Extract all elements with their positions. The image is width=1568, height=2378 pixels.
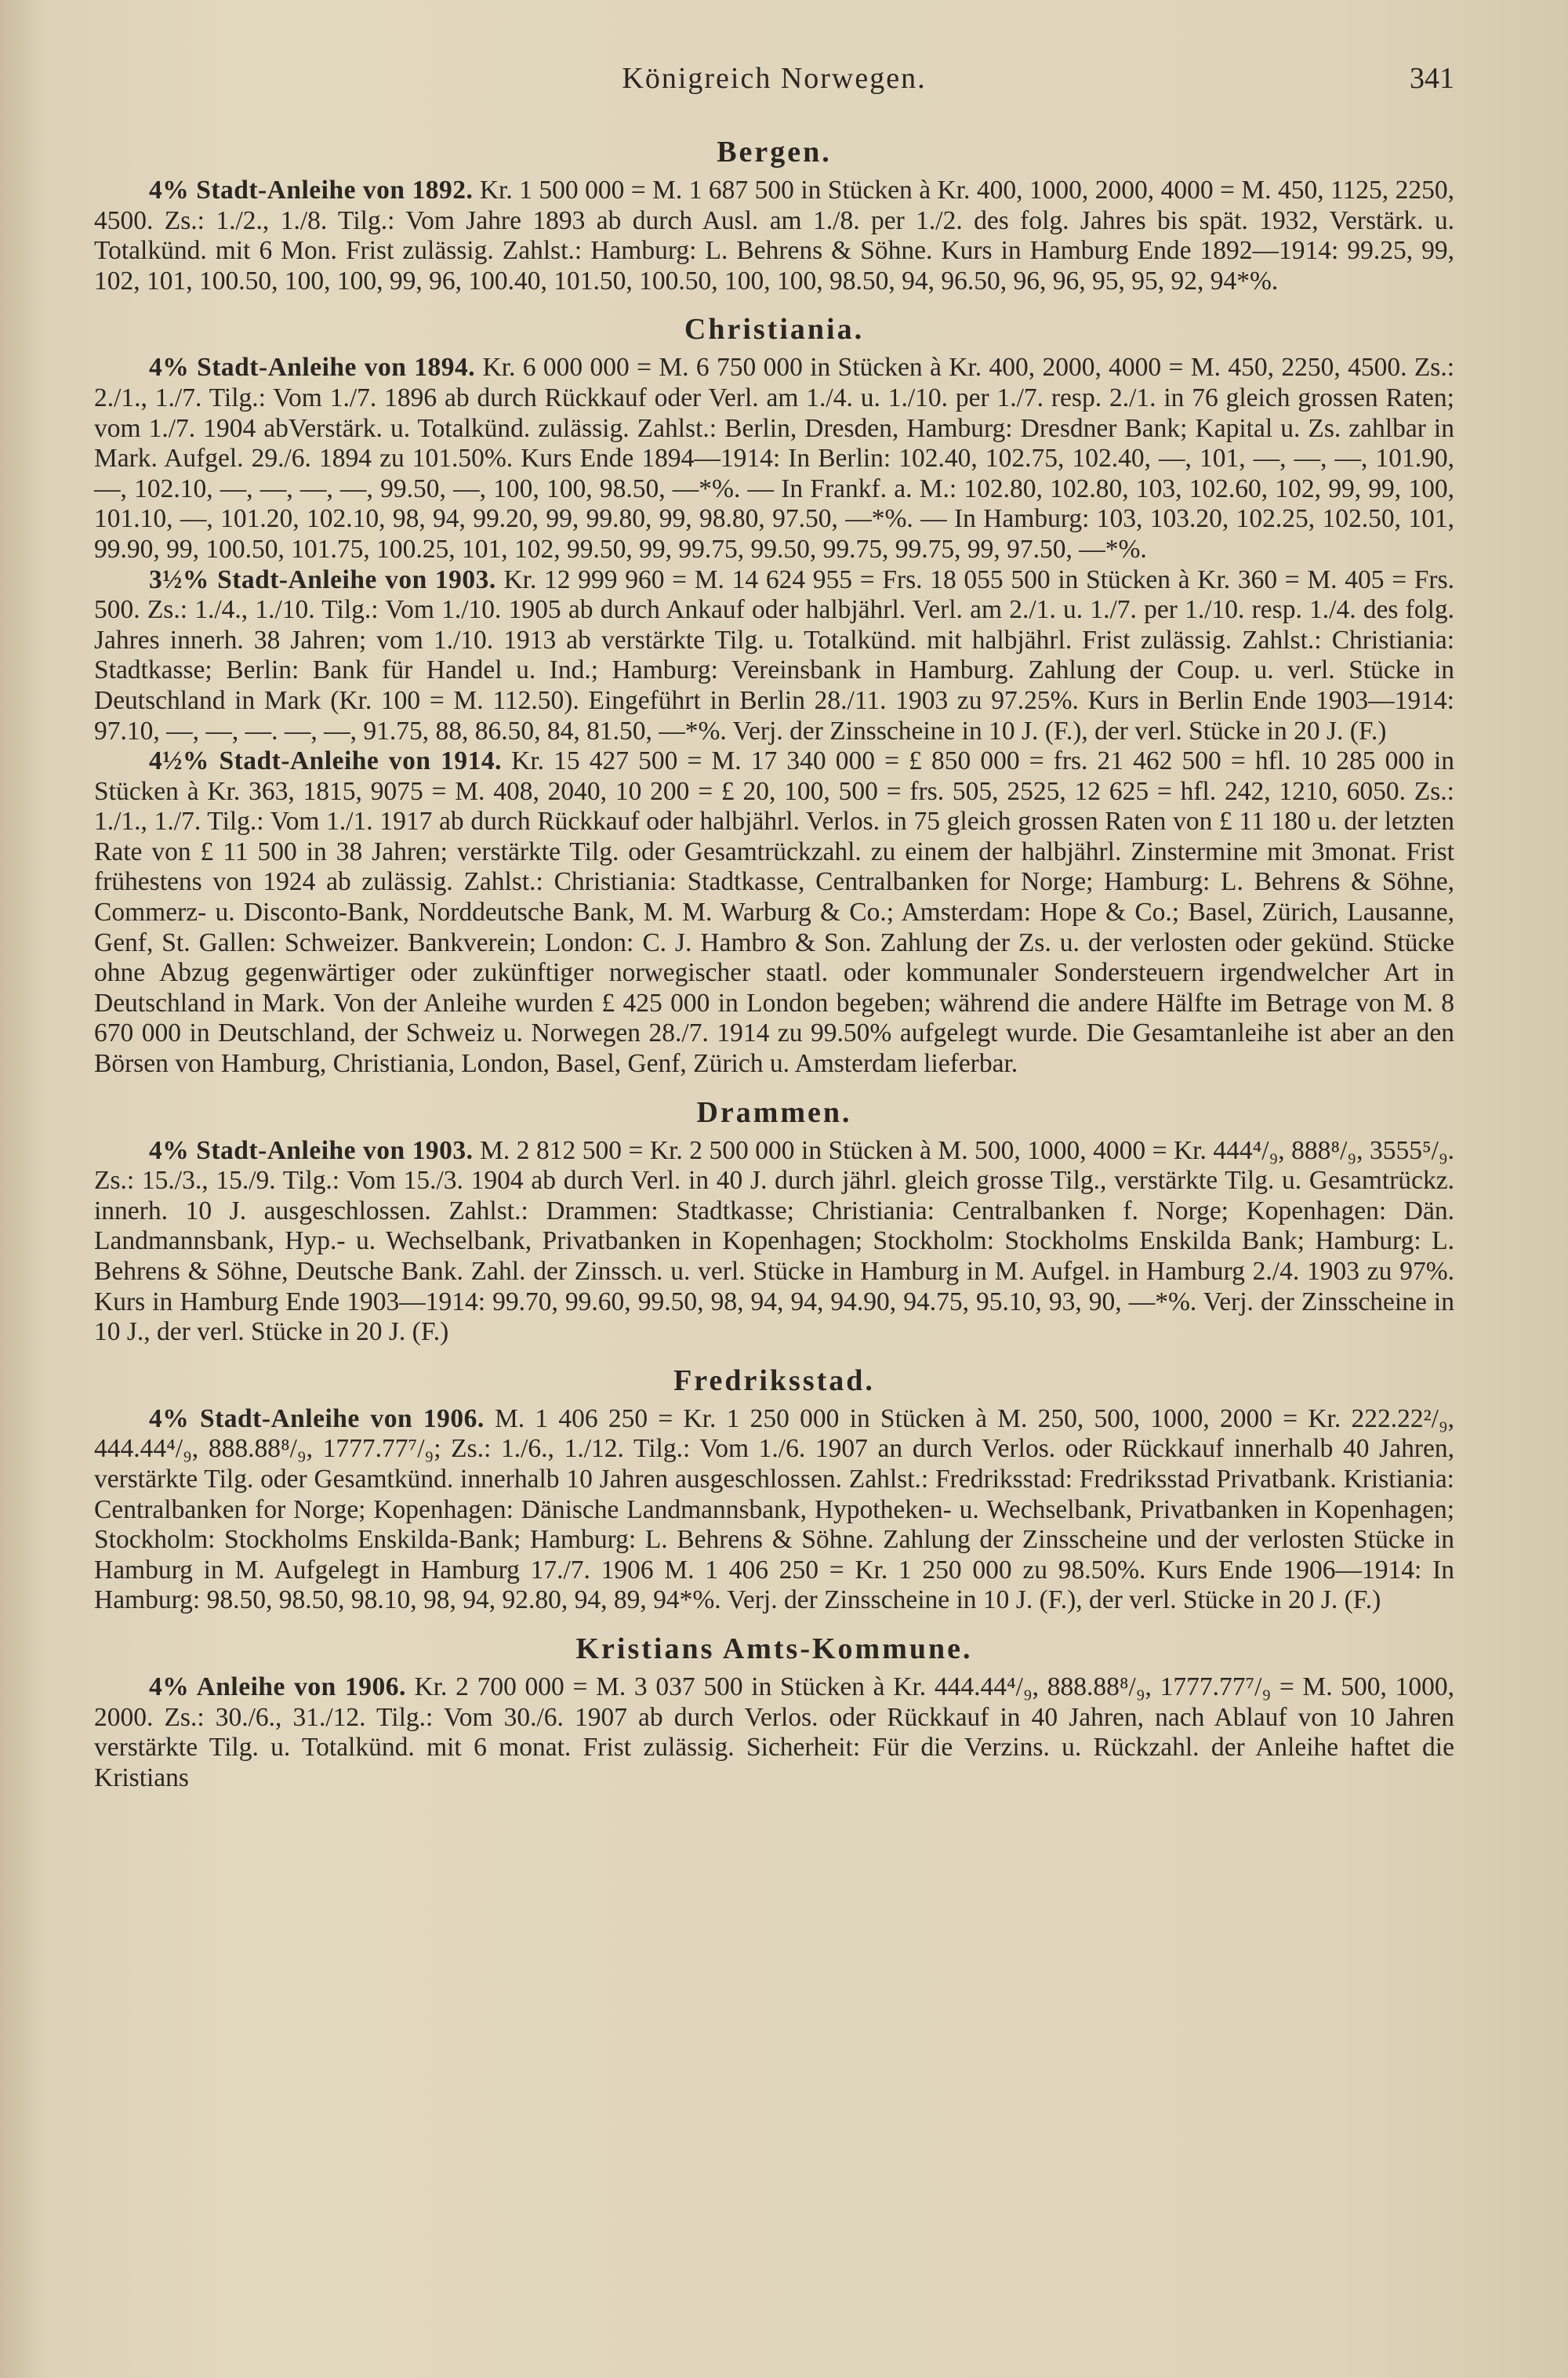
entry-lead: 4% Anleihe von 1906. xyxy=(149,1672,406,1701)
entry-text: Kr. 1 500 000 = M. 1 687 500 in Stücken à Kr. 400, 1000, 2000, 4000 = M. 450, 1125, 2250, 4500. Zs.: 1./2., 1./8. Tilg.: Vom Jahre 1893 ab durch Ausl. am 1./8. per 1./2. des folg. Jahres bis spät. 1932, Verstärk. u. Totalkünd. mit 6 Mon. Frist zulässig. Zahlst.: Hamburg: L. Behrens & Söhne. Kurs in Hamburg Ende 1892—1914: 99.25, 99, 102, 101, 100.50, 100, 100, 99, 96, 100.40, 101.50, 100.50, 100, 100, 98.50, 94, 96.50, 96, 96, 95, 95, 92, 94*%. xyxy=(94,176,1455,296)
section-title-bergen: Bergen. xyxy=(717,136,832,169)
section-title-drammen: Drammen. xyxy=(696,1095,852,1129)
entry-text: Kr. 15 427 500 = M. 17 340 000 = £ 850 000 = frs. 21 462 500 = hfl. 10 285 000 in Stücken à Kr. 363, 1815, 9075 = M. 408, 2040, 10 200 = £ 20, 100, 500 = frs. 505, 2525, 12 625 = hfl. 242, 1210, 6050. Zs.: 1./1., 1./7. Tilg.: Vom 1./1. 1917 ab durch Rückkauf oder halbjährl. Verlos. in 75 gleich grossen Raten von £ 11 180 u. der letzten Rate von £ 11 500 in 38 Jahren; verstärkte Tilg. oder Gesamtrückzahl. zu einem der halbjährl. Zinstermine mit 3monat. Frist frühestens von 1924 ab zulässig. Zahlst.: Christiania: Stadtkasse, Centralbanken for Norge; Hamburg: L. Behrens & Söhne, Commerz- u. Disconto-Bank, Norddeutsche Bank, M. M. Warburg & Co.; Amsterdam: Hope & Co.; Basel, Zürich, Lausanne, Genf, St. Gallen: Schweizer. Bankverein; London: C. J. Hambro & Son. Zahlung der Zs. u. der verlosten oder gekünd. Stücke ohne Abzug gegenwärtiger oder zukünftiger norwegischer staatl. oder kommunaler Sondersteuern irgendwelcher Art in Deutschland in Mark. Von der Anleihe wurden £ 425 000 in London begeben; während die andere Hälfte im Betrage von M. 8 670 000 in Deutschland, der Schweiz u. Norwegen 28./7. 1914 zu 99.50% aufgelegt wurde. Die Gesamtanleihe ist aber an den Börsen von Hamburg, Christiania, London, Basel, Genf, Zürich u. Amsterdam lieferbar. xyxy=(94,746,1454,1079)
entry-lead: 4½% Stadt-Anleihe von 1914. xyxy=(149,746,503,776)
entry-lead: 3½% Stadt-Anleihe von 1903. xyxy=(149,565,496,594)
entry-christiania-1903 xyxy=(94,565,1454,747)
entry-text: M. 1 406 250 = Kr. 1 250 000 in Stücken à M. 250, 500, 1000, 2000 = Kr. 222.22²/₉, 444.44⁴/₉, 888.88⁸/₉, 1777.77⁷/₉; Zs.: 1./6., 1./12. Tilg.: Vom 1./6. 1907 an durch Verlos. oder Rückkauf innerhalb 40 Jahren, verstärkte Tilg. oder Gesamtkünd. innerhalb 10 Jahren ausgeschlossen. Zahlst.: Fredriksstad: Fredriksstad Privatbank. Kristiania: Centralbanken for Norge; Kopenhagen: Dänische Landmannsbank, Hypotheken- u. Wechselbank, Privatbanken in Kopenhagen; Stockholm: Stockholms Enskilda-Bank; Hamburg: L. Behrens & Söhne. Zahlung der Zinsscheine und der verlosten Stücke in Hamburg in M. Aufgelegt in Hamburg 17./7. 1906 M. 1 406 250 = Kr. 1 250 000 zu 98.50%. Kurs Ende 1906—1914: In Hamburg: 98.50, 98.50, 98.10, 98, 94, 92.80, 94, 89, 94*%. Verj. der Zinsscheine in 10 J. (F.), der verl. Stücke in 20 J. (F.) xyxy=(94,1403,1454,1615)
section-title-christiania: Christiania. xyxy=(684,313,865,347)
entry-christiania-1894 xyxy=(94,353,1454,565)
running-title: Königreich Norwegen. xyxy=(622,62,927,95)
page-number: 341 xyxy=(1410,62,1454,95)
entry-fredriksstad-1906 xyxy=(94,1404,1454,1616)
entry-lead: 4% Stadt-Anleihe von 1906. xyxy=(149,1403,485,1433)
page-header xyxy=(94,61,1454,108)
page-content xyxy=(94,133,1454,1793)
entry-kristians-1906 xyxy=(94,1672,1454,1793)
entry-text: M. 2 812 500 = Kr. 2 500 000 in Stücken à M. 500, 1000, 4000 = Kr. 444⁴/₉, 888⁸/₉, 3555⁵/₉. Zs.: 15./3., 15./9. Tilg.: Vom 15./3. 1904 ab durch Verl. in 40 J. durch jährl. gleich grosse Tilg., verstärkte Tilg. u. Gesamtrückz. innerh. 10 J. ausgeschlossen. Zahlst.: Drammen: Stadtkasse; Christiania: Centralbanken f. Norge; Kopenhagen: Dän. Landmannsbank, Hyp.- u. Wechselbank, Privatbanken in Kopenhagen; Stockholm: Stockholms Enskilda Bank; Hamburg: L. Behrens & Söhne, Deutsche Bank. Zahl. der Zinssch. u. verl. Stücke in Hamburg in M. Aufgel. in Hamburg 2./4. 1903 zu 97%. Kurs in Hamburg Ende 1903—1914: 99.70, 99.60, 99.50, 98, 94, 94, 94.90, 94.75, 95.10, 93, 90, —*%. Verj. der Zinsscheine in 10 J., der verl. Stücke in 20 J. (F.) xyxy=(94,1135,1454,1347)
entry-lead: 4% Stadt-Anleihe von 1903. xyxy=(149,1135,474,1165)
entry-text: Kr. 12 999 960 = M. 14 624 955 = Frs. 18 055 500 in Stücken à Kr. 360 = M. 405 = Frs. 500. Zs.: 1./4., 1./10. Tilg.: Vom 1./10. 1905 ab durch Ankauf oder halbjährl. Verl. am 2./1. u. 1./7. per 1./10. resp. 1./4. des folg. Jahres innerh. 38 Jahren; vom 1./10. 1913 ab verstärkte Tilg. u. Totalkünd. mit halbjährl. Frist zulässig. Zahlst.: Christiania: Stadtkasse; Berlin: Bank für Handel u. Ind.; Hamburg: Vereinsbank in Hamburg. Zahlung der Coup. u. verl. Stücke in Deutschland in Mark (Kr. 100 = M. 112.50). Eingeführt in Berlin 28./11. 1903 zu 97.25%. Kurs in Berlin Ende 1903—1914: 97.10, —, —, —. —, —, 91.75, 88, 86.50, 84, 81.50, —*%. Verj. der Zinsscheine in 10 J. (F.), der verl. Stücke in 20 J. (F.) xyxy=(94,565,1454,746)
entry-christiania-1914 xyxy=(94,746,1454,1080)
entry-lead: 4% Stadt-Anleihe von 1894. xyxy=(149,353,476,383)
section-title-kristians-amts-kommune: Kristians Amts-Kommune. xyxy=(575,1632,973,1665)
entry-drammen-1903 xyxy=(94,1136,1454,1348)
entry-text: Kr. 6 000 000 = M. 6 750 000 in Stücken à Kr. 400, 2000, 4000 = M. 450, 2250, 4500. Zs.: 2./1., 1./7. Tilg.: Vom 1./7. 1896 ab durch Rückkauf oder Verl. am 1./4. u. 1./10. per 1./7. resp. 2./1. in 76 gleich grossen Raten; vom 1./7. 1904 abVerstärk. u. Totalkünd. zulässig. Zahlst.: Berlin, Dresden, Hamburg: Dresdner Bank; Kapital u. Zs. zahlbar in Mark. Aufgel. 29./6. 1894 zu 101.50%. Kurs Ende 1894—1914: In Berlin: 102.40, 102.75, 102.40, —, 101, —, —, —, 101.90, —, 102.10, —, —, —, —, 99.50, —, 100, 100, 98.50, —*%. — In Frankf. a. M.: 102.80, 102.80, 103, 102.60, 102, 99, 99, 100, 101.10, —, 101.20, 102.10, 98, 94, 99.20, 99, 99.80, 99, 98.80, 97.50, —*%. — In Hamburg: 103, 103.20, 102.25, 102.50, 101, 99.90, 99, 100.50, 101.75, 100.25, 101, 102, 99.50, 99, 99.75, 99.50, 99.75, 99.75, 99, 97.50, —*%. xyxy=(94,353,1454,564)
entry-lead: 4% Stadt-Anleihe von 1892. xyxy=(149,176,474,205)
section-title-fredriksstad: Fredriksstad. xyxy=(673,1363,875,1397)
entry-text: Kr. 2 700 000 = M. 3 037 500 in Stücken à Kr. 444.44⁴/₉, 888.88⁸/₉, 1777.77⁷/₉ = M. 500, 1000, 2000. Zs.: 30./6., 31./12. Tilg.: Vom 30./6. 1907 ab durch Verlos. oder Rückkauf in 40 Jahren, nach Ablauf von 10 Jahren verstärkte Tilg. u. Totalkünd. mit 6 monat. Frist zulässig. Sicherheit: Für die Verzins. u. Rückzahl. der Anleihe haftet die Kristians xyxy=(94,1672,1454,1792)
entry-bergen-1892 xyxy=(94,176,1454,296)
